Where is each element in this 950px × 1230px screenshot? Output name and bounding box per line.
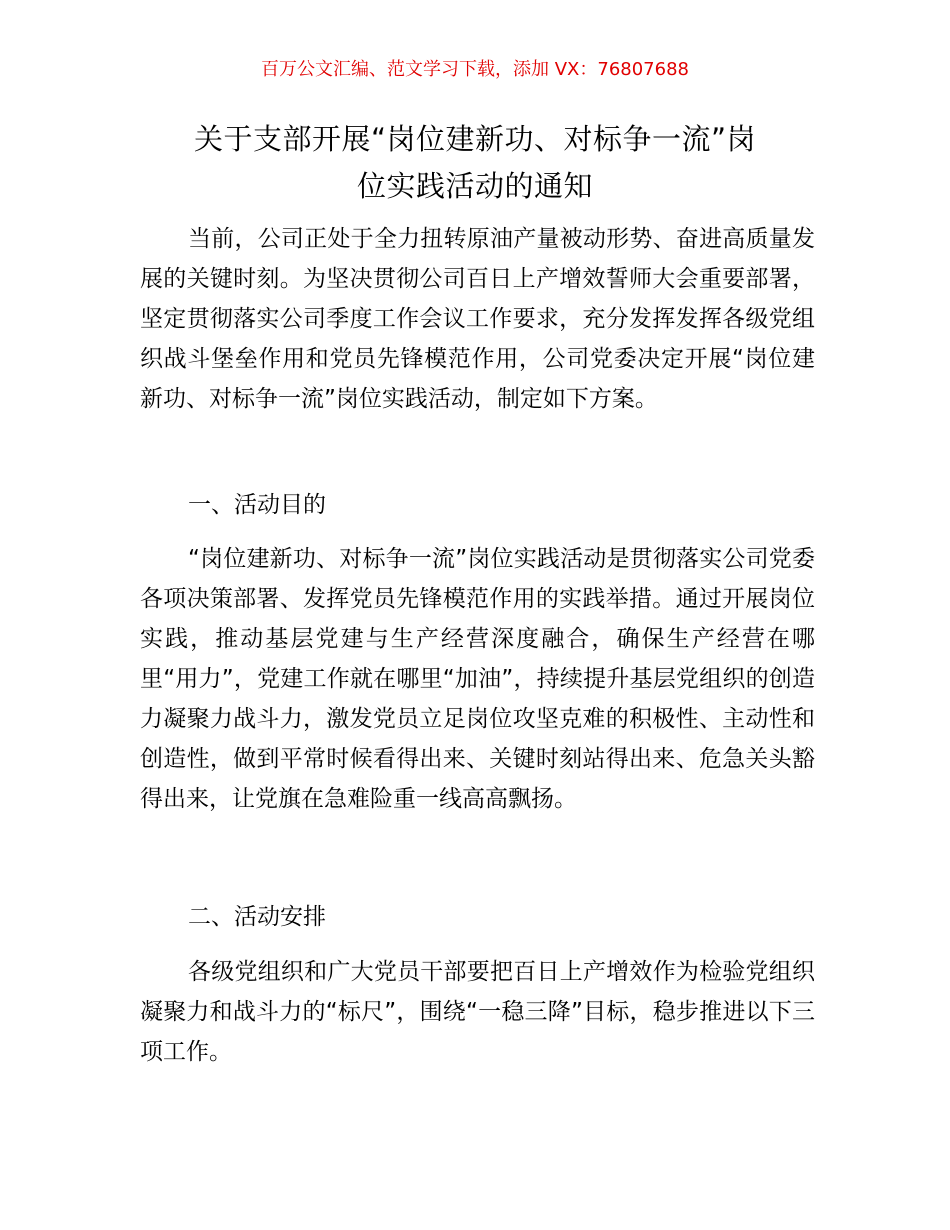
title-line-1: 关于支部开展“岗位建新功、对标争一流”岗 [193, 122, 757, 156]
paragraph-purpose: “岗位建新功、对标争一流”岗位实践活动是贯彻落实公司党委各项决策部署、发挥党员先锋模范作用的实践举措。通过开展岗位实践，推动基层党建与生产经营深度融合，确保生产经营在哪里“用力”，党建工作就在哪里“加油”，持续提升基层党组织的创造力凝聚力战斗力，激发党员立足岗位攻坚克难的积极性、主动性和创造性，做到平常时候看得出来、关键时刻站得出来、危急关头豁得出来，让党旗在急难险重一线高高飘扬。 [140, 546, 815, 812]
paragraph-arrangement: 各级党组织和广大党员干部要把百日上产增效作为检验党组织凝聚力和战斗力的“标尺”，围绕“一稳三降”目标，稳步推进以下三项工作。 [140, 959, 815, 1065]
section-heading-purpose: 一、活动目的 [188, 492, 326, 518]
header-banner: 百万公文汇编、范文学习下载，添加 VX：76807688 [261, 59, 689, 80]
title-line-2: 位实践活动的通知 [356, 169, 593, 203]
section-heading-arrangement: 二、活动安排 [188, 904, 326, 930]
document-title [140, 116, 810, 210]
paragraph-intro: 当前，公司正处于全力扭转原油产量被动形势、奋进高质量发展的关键时刻。为坚决贯彻公司百日上产增效誓师大会重要部署，坚定贯彻落实公司季度工作会议工作要求，充分发挥发挥各级党组织战斗堡垒作用和党员先锋模范作用，公司党委决定开展“岗位建新功、对标争一流”岗位实践活动，制定如下方案。 [140, 226, 815, 412]
